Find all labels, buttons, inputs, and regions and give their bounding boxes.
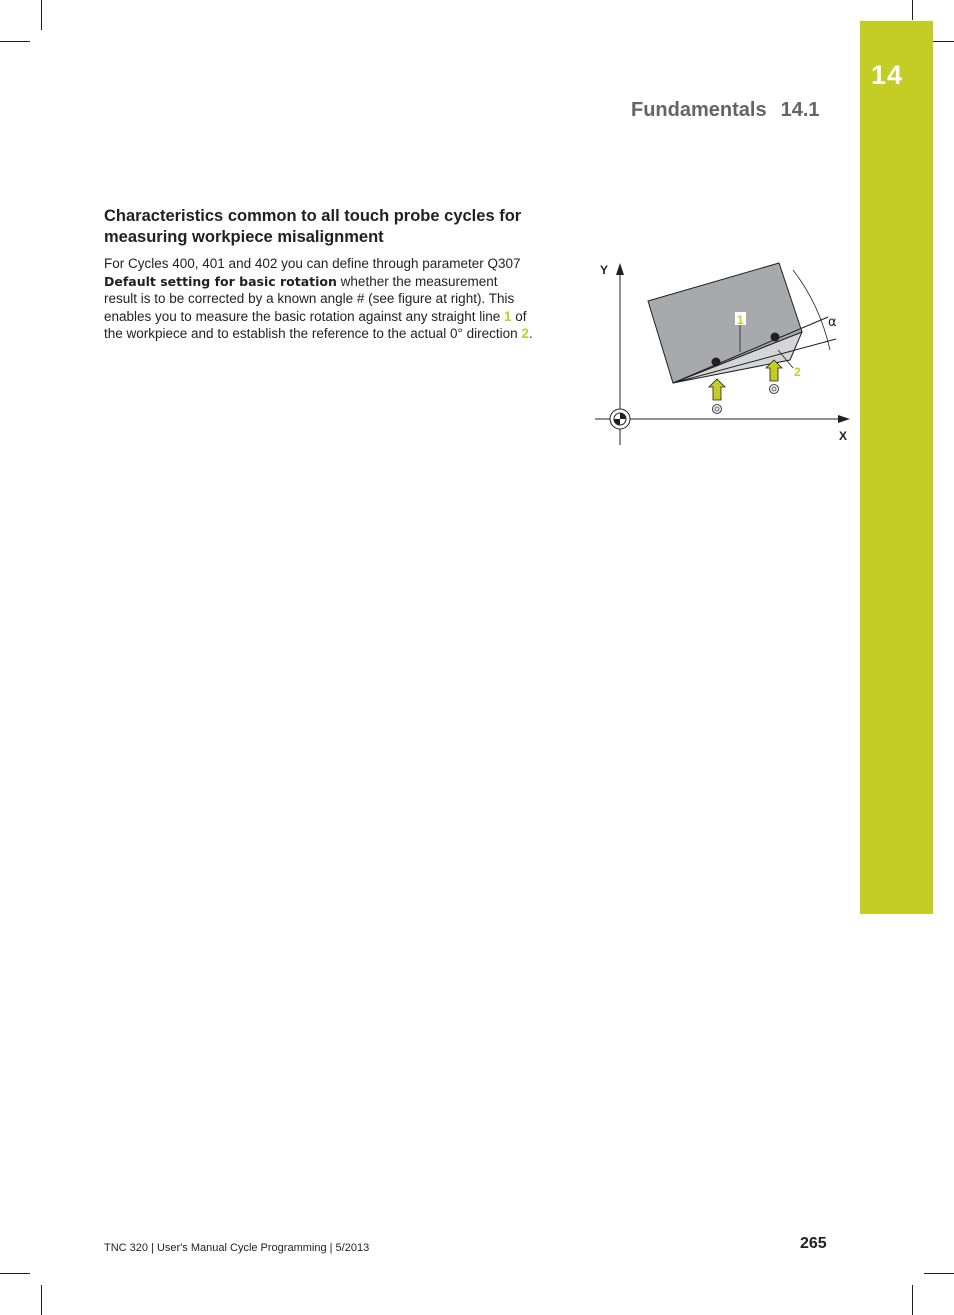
chapter-number: 14 xyxy=(871,60,904,90)
probe-arrow xyxy=(709,379,725,414)
ref-callout-1: 1 xyxy=(504,308,512,324)
body-paragraph xyxy=(104,255,534,343)
section-heading: Characteristics common to all touch probe cycles for measuring workpiece misalignment xyxy=(104,207,522,246)
probe-point xyxy=(771,333,780,342)
chapter-tab xyxy=(860,21,933,914)
page-number: 265 xyxy=(800,1235,827,1252)
para-text: whether the measurement result is to be corrected by a known angle # (see figure at right). This enables you to measure the basic rotation against any straight line xyxy=(104,273,515,324)
y-axis-label: Y xyxy=(600,263,609,277)
para-text: . xyxy=(528,326,533,342)
angle-label: α xyxy=(828,315,837,330)
ref-callout-2: 2 xyxy=(521,326,529,342)
header-section: 14.1 xyxy=(780,99,820,121)
misalignment-figure xyxy=(590,255,860,450)
probe-arrow xyxy=(766,360,782,394)
crop-mark xyxy=(41,0,42,30)
para-text: of the workpiece and to establish the reference to the actual 0° direction xyxy=(104,308,527,342)
crop-mark xyxy=(912,0,913,20)
datum-icon xyxy=(610,409,630,429)
parameter-name: Default setting for basic rotation xyxy=(104,273,337,289)
header-title: Fundamentals xyxy=(631,99,767,121)
running-header xyxy=(631,99,820,122)
callout-1: 1 xyxy=(737,313,744,327)
crop-mark xyxy=(0,1273,30,1274)
crop-mark xyxy=(0,41,30,42)
crop-mark xyxy=(912,1285,913,1315)
y-axis-arrow xyxy=(616,263,624,275)
para-text: For Cycles 400, 401 and 402 you can define through parameter Q307 xyxy=(104,256,521,271)
x-axis-label: X xyxy=(839,429,848,443)
footer-text: TNC 320 | User's Manual Cycle Programming | 5/2013 xyxy=(104,1242,370,1254)
callout-2: 2 xyxy=(794,365,801,379)
probe-point xyxy=(712,358,721,367)
crop-mark xyxy=(924,1273,954,1274)
x-axis-arrow xyxy=(838,415,850,423)
crop-mark xyxy=(41,1285,42,1315)
